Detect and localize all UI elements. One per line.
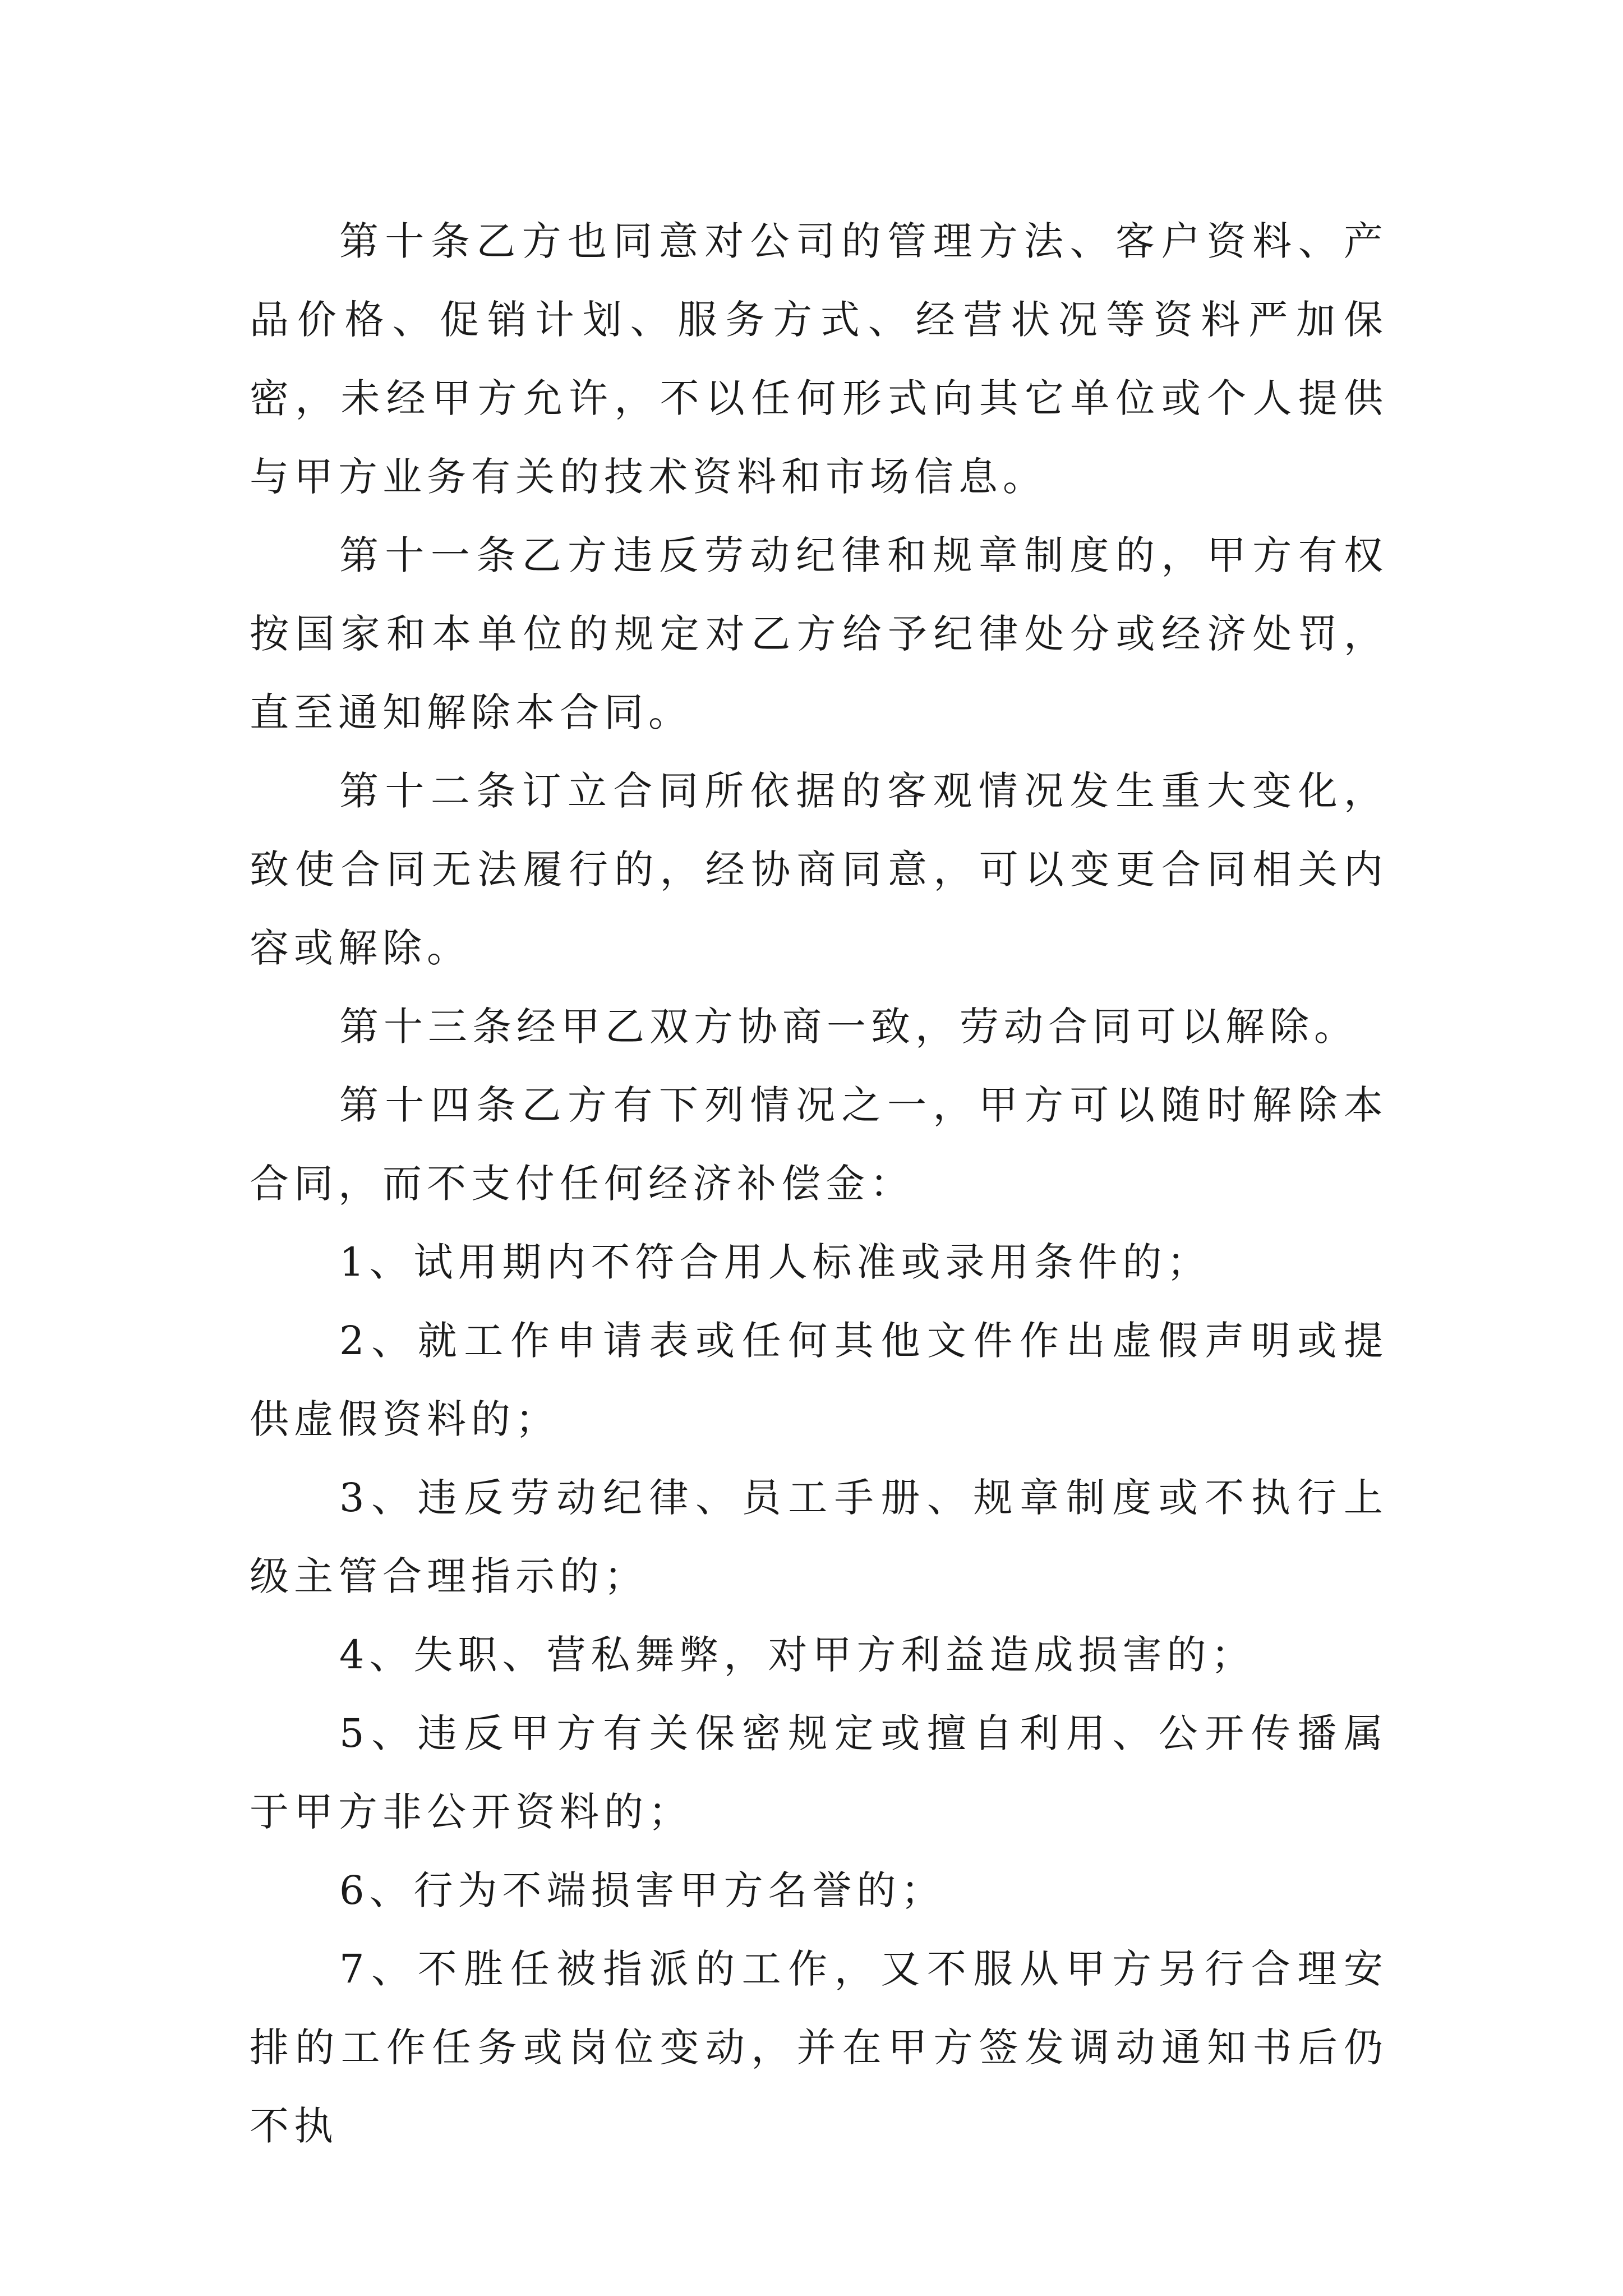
paragraph-article-13: 第十三条经甲乙双方协商一致，劳动合同可以解除。 xyxy=(339,1004,1358,1050)
paragraph-article-12: 第十二条订立合同所依据的客观情况发生重大变化，致使合同无法履行的，经协商同意，可以变更合同相关内容或解除。 xyxy=(250,768,1388,971)
paragraph-article-11: 第十一条乙方违反劳动纪律和规章制度的，甲方有权按国家和本单位的规定对乙方给予纪律处分或经济处罚，直至通知解除本合同。 xyxy=(250,532,1388,735)
list-item-1: 1、试用期内不符合用人标准或录用条件的； xyxy=(339,1239,1211,1285)
list-item-2: 2、就工作申请表或任何其他文件作出虚假声明或提供虚假资料的； xyxy=(250,1318,1388,1442)
document-page xyxy=(250,202,1388,2165)
paragraph-article-10: 第十条乙方也同意对公司的管理方法、客户资料、产品价格、促销计划、服务方式、经营状况等资料严加保密，未经甲方允许，不以任何形式向其它单位或个人提供与甲方业务有关的技术资料和市场信息。 xyxy=(250,218,1388,500)
list-item-5: 5、违反甲方有关保密规定或擅自利用、公开传播属于甲方非公开资料的； xyxy=(250,1710,1388,1835)
list-item-4: 4、失职、营私舞弊，对甲方利益造成损害的； xyxy=(339,1632,1256,1678)
paragraph-article-14: 第十四条乙方有下列情况之一，甲方可以随时解除本合同，而不支付任何经济补偿金： xyxy=(250,1082,1388,1207)
list-item-3: 3、违反劳动纪律、员工手册、规章制度或不执行上级主管合理指示的； xyxy=(250,1475,1388,1599)
list-item-6: 6、行为不端损害甲方名誉的； xyxy=(339,1867,946,1913)
list-item-7: 7、不胜任被指派的工作，又不服从甲方另行合理安排的工作任务或岗位变动，并在甲方签发调动通知书后仍不执 xyxy=(250,1946,1388,2149)
